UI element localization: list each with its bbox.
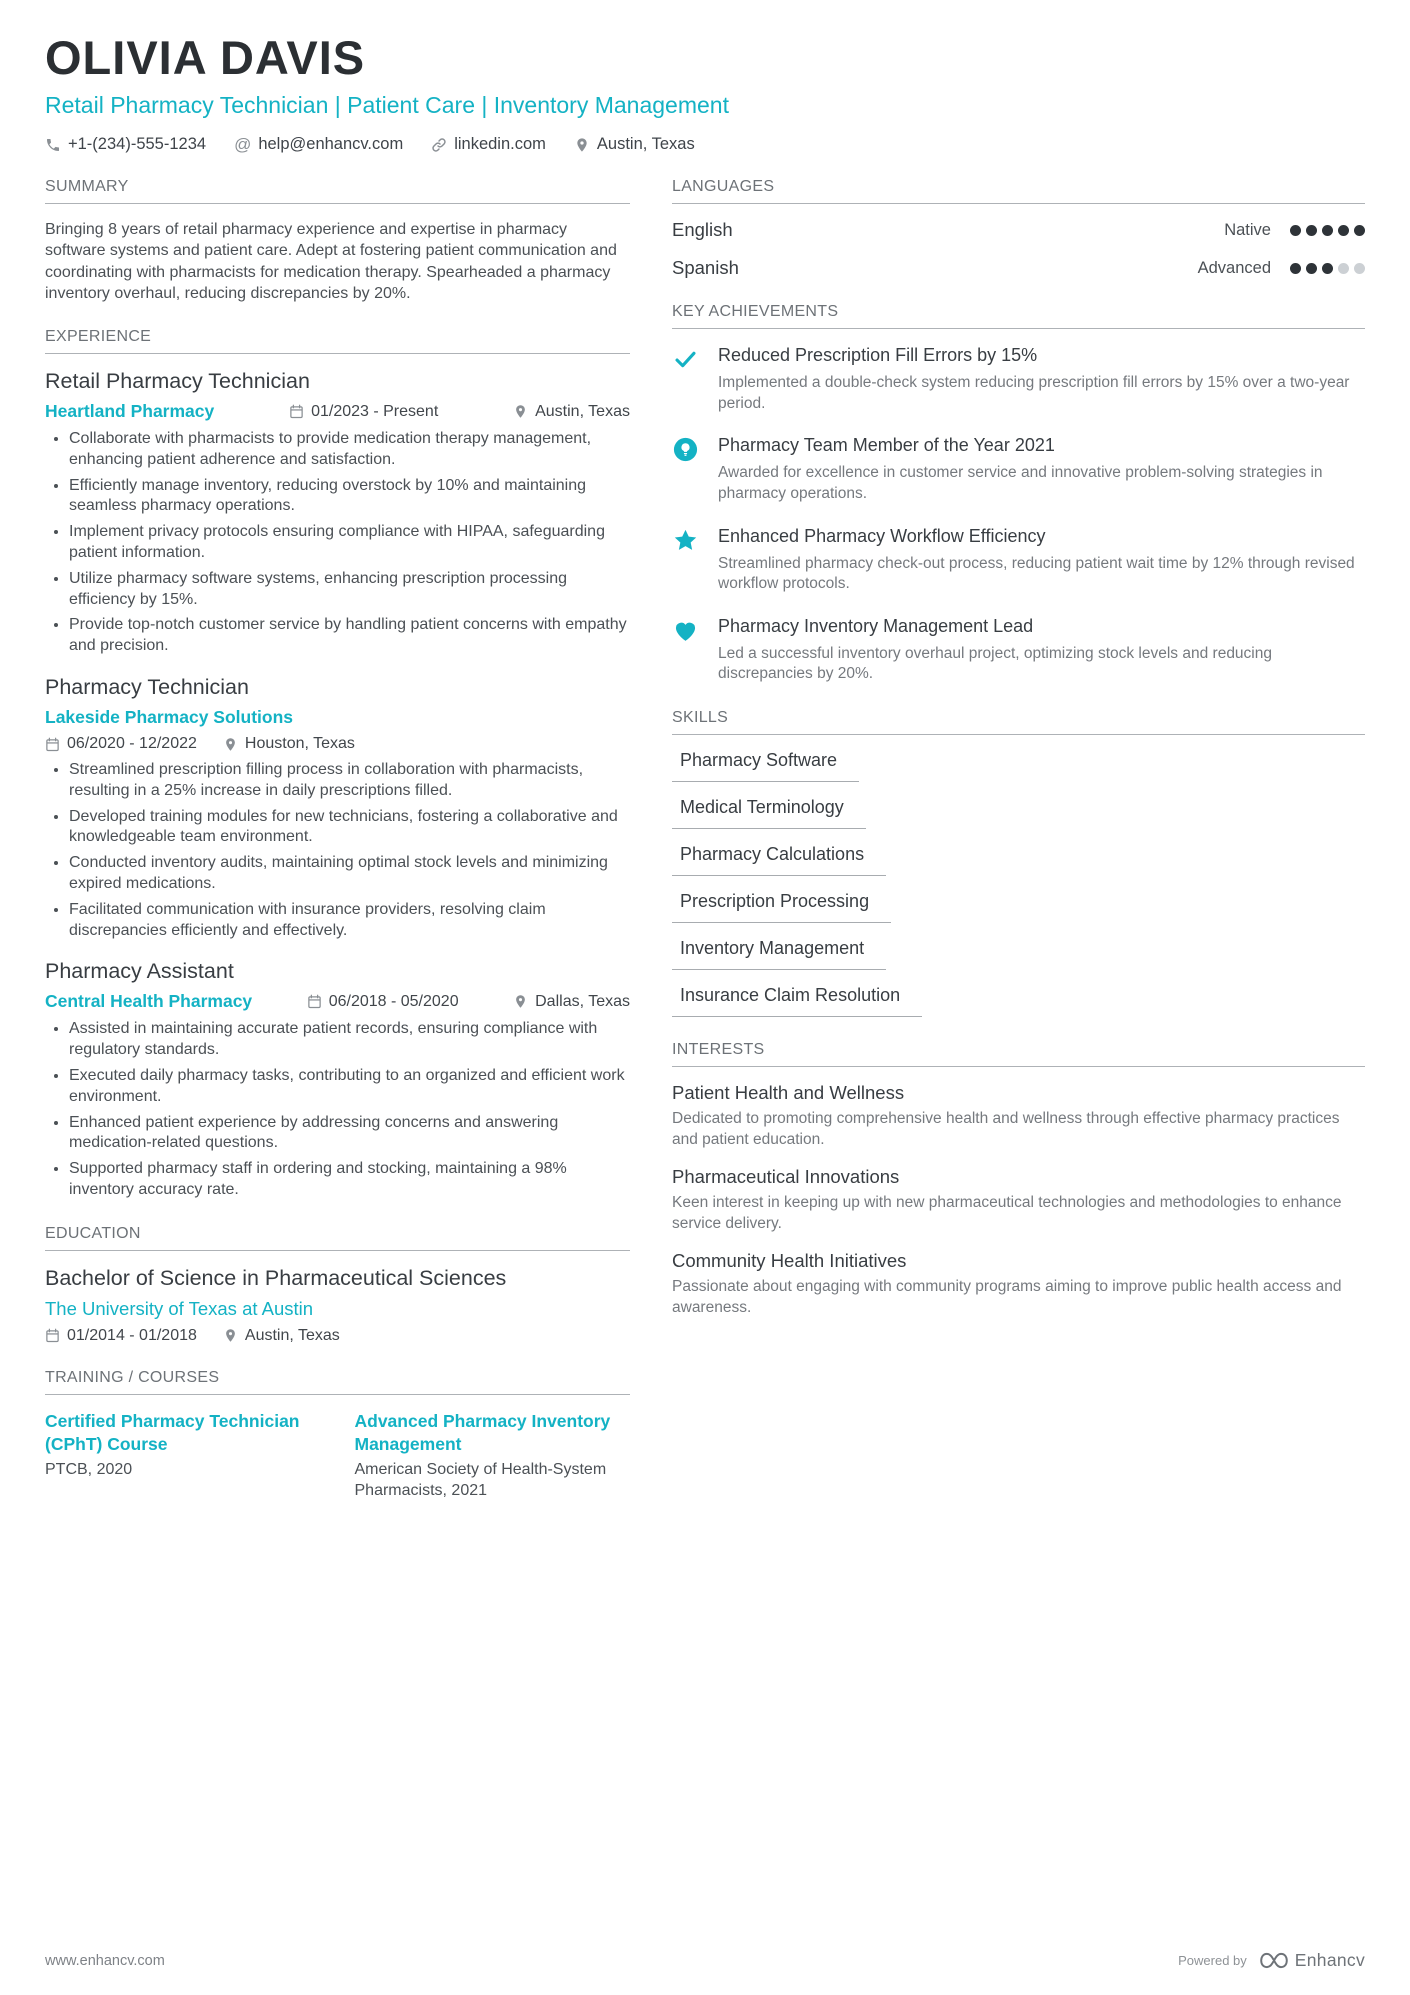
language-proficiency-dots bbox=[1285, 225, 1365, 236]
job-meta bbox=[45, 735, 630, 753]
course-title: Certified Pharmacy Technician (CPhT) Course bbox=[45, 1410, 300, 1454]
job-dates-text: 01/2023 - Present bbox=[311, 402, 439, 420]
language-item bbox=[672, 219, 1365, 241]
skills-section bbox=[672, 709, 1365, 1017]
education-location-text: Austin, Texas bbox=[244, 1326, 340, 1344]
training-section bbox=[45, 1369, 630, 1502]
interest-title: Pharmaceutical Innovations bbox=[672, 1166, 900, 1188]
skill-item: Pharmacy Calculations bbox=[672, 844, 886, 876]
location-pin-icon bbox=[513, 994, 528, 1009]
footer-website-link[interactable]: www.enhancv.com bbox=[45, 1952, 165, 1969]
interest-item bbox=[672, 1082, 1365, 1150]
achievement-item bbox=[672, 344, 1365, 414]
job-dates bbox=[289, 403, 438, 421]
job-bullets bbox=[45, 760, 630, 941]
language-name: Spanish bbox=[672, 257, 739, 278]
language-item bbox=[672, 257, 1365, 279]
education-location bbox=[223, 1327, 340, 1345]
education-dates bbox=[45, 1327, 197, 1345]
education-meta bbox=[45, 1327, 630, 1345]
bullet: • Provide top-notch customer service by handling patient concerns with empathy and precision. bbox=[69, 615, 630, 657]
company-name: Heartland Pharmacy bbox=[45, 401, 215, 422]
job-bullets bbox=[45, 1019, 630, 1200]
education-dates-text: 01/2014 - 01/2018 bbox=[67, 1326, 197, 1344]
achievement-item bbox=[672, 615, 1365, 685]
job-company-row bbox=[45, 707, 630, 728]
interest-title: Patient Health and Wellness bbox=[672, 1082, 905, 1103]
calendar-icon bbox=[45, 1328, 60, 1343]
bullet: • Executed daily pharmacy tasks, contributing to an organized and efficient work environment. bbox=[69, 1066, 630, 1108]
experience-job bbox=[45, 959, 630, 1200]
skill-item: Insurance Claim Resolution bbox=[672, 985, 922, 1017]
company-name: Lakeside Pharmacy Solutions bbox=[45, 707, 294, 728]
heart-icon bbox=[672, 615, 718, 685]
achievements-heading: KEY ACHIEVEMENTS bbox=[672, 303, 1365, 329]
bullet: • Assisted in maintaining accurate patient records, ensuring compliance with regulatory standards. bbox=[69, 1019, 630, 1061]
language-level: Advanced bbox=[1197, 258, 1271, 277]
bullet: • Efficiently manage inventory, reducing overstock by 10% and maintaining seamless pharmacy operations. bbox=[69, 476, 630, 518]
experience-job bbox=[45, 369, 630, 657]
course-org: PTCB, 2020 bbox=[45, 1461, 133, 1479]
interest-description: Dedicated to promoting comprehensive health and wellness through effective pharmacy practices and patient education. bbox=[672, 1110, 1340, 1148]
skills-heading: SKILLS bbox=[672, 709, 1365, 735]
skill-item: Inventory Management bbox=[672, 938, 886, 970]
page-footer bbox=[45, 1950, 1365, 1971]
job-dates bbox=[45, 735, 197, 753]
job-dates-text: 06/2020 - 12/2022 bbox=[67, 735, 197, 753]
achievement-item bbox=[672, 525, 1365, 595]
company-name: Central Health Pharmacy bbox=[45, 991, 253, 1012]
skill-item: Medical Terminology bbox=[672, 797, 866, 829]
job-meta bbox=[45, 401, 630, 422]
bullet: • Supported pharmacy staff in ordering and stocking, maintaining a 98% inventory accuracy rate. bbox=[69, 1159, 630, 1201]
job-location-text: Austin, Texas bbox=[535, 402, 630, 420]
interests-heading: INTERESTS bbox=[672, 1041, 1365, 1067]
candidate-headline: Retail Pharmacy Technician | Patient Care | Inventory Management bbox=[45, 92, 729, 118]
job-dates-text: 06/2018 - 05/2020 bbox=[328, 992, 459, 1010]
calendar-icon bbox=[45, 737, 60, 752]
achievement-item bbox=[672, 434, 1365, 504]
location-pin-icon bbox=[223, 1328, 238, 1343]
language-level: Native bbox=[1224, 220, 1271, 239]
education-heading: EDUCATION bbox=[45, 1225, 630, 1251]
right-column bbox=[672, 178, 1365, 1526]
courses-grid bbox=[45, 1410, 630, 1502]
job-bullets bbox=[45, 429, 630, 657]
bullet: • Utilize pharmacy software systems, enhancing prescription processing efficiency by 15%. bbox=[69, 569, 630, 611]
website-url: linkedin.com bbox=[454, 135, 546, 153]
skill-item: Pharmacy Software bbox=[672, 750, 859, 782]
experience-job bbox=[45, 675, 630, 941]
brand-name: Enhancv bbox=[1294, 1950, 1365, 1970]
at-icon: @ bbox=[234, 135, 252, 154]
languages-section bbox=[672, 178, 1365, 279]
languages-heading: LANGUAGES bbox=[672, 178, 1365, 204]
location-pin-icon bbox=[513, 404, 528, 419]
website-contact[interactable] bbox=[431, 135, 546, 154]
link-icon bbox=[431, 137, 447, 153]
bullet: • Conducted inventory audits, maintaining optimal stock levels and minimizing expired medications. bbox=[69, 853, 630, 895]
achievement-title: Pharmacy Team Member of the Year 2021 bbox=[718, 435, 1055, 456]
achievement-title: Reduced Prescription Fill Errors by 15% bbox=[718, 345, 1038, 365]
job-location bbox=[223, 735, 355, 753]
interest-item bbox=[672, 1250, 1365, 1318]
bullet: • Collaborate with pharmacists to provide medication therapy management, enhancing patient adherence and satisfaction. bbox=[69, 429, 630, 471]
check-icon bbox=[672, 344, 718, 414]
interest-description: Passionate about engaging with community programs aiming to improve public health access and awareness. bbox=[672, 1278, 1342, 1317]
achievement-text: Awarded for excellence in customer service and innovative problem-solving strategies in pharmacy operations. bbox=[718, 464, 1323, 502]
achievement-text: Streamlined pharmacy check-out process, reducing patient wait time by 12% through revised workflow protocols. bbox=[718, 554, 1355, 593]
bullet: • Developed training modules for new technicians, fostering a collaborative and knowledgeable team environment. bbox=[69, 807, 630, 849]
calendar-icon bbox=[307, 994, 322, 1009]
powered-by bbox=[1178, 1950, 1365, 1971]
interests-section bbox=[672, 1041, 1365, 1319]
course-org: American Society of Health-System Pharmacists, 2021 bbox=[354, 1461, 607, 1500]
education-section bbox=[45, 1225, 630, 1345]
enhancv-logo-icon bbox=[1259, 1951, 1289, 1970]
summary-text: Bringing 8 years of retail pharmacy experience and expertise in pharmacy software systems and patient care. Adept at fostering patient communication and coordinating with pharmacists for medication therapy. Spearheaded a pharmacy inventory overhaul, reducing discrepancies by 20%. bbox=[45, 221, 617, 302]
email-address: help@enhancv.com bbox=[258, 135, 404, 153]
phone-contact[interactable] bbox=[45, 135, 206, 154]
experience-section bbox=[45, 328, 630, 1201]
course-title: Advanced Pharmacy Inventory Management bbox=[354, 1410, 611, 1454]
bullet: • Implement privacy protocols ensuring compliance with HIPAA, safeguarding patient information. bbox=[69, 522, 630, 564]
job-title: Pharmacy Assistant bbox=[45, 959, 234, 984]
achievements-section bbox=[672, 303, 1365, 685]
bullet: • Streamlined prescription filling process in collaboration with pharmacists, resulting in a 25% increase in daily prescriptions filled. bbox=[69, 760, 630, 802]
achievement-text: Implemented a double-check system reducing prescription fill errors by 15% over a two-year period. bbox=[718, 374, 1350, 412]
lightbulb-icon bbox=[672, 434, 718, 504]
school-name: The University of Texas at Austin bbox=[45, 1297, 314, 1319]
job-dates bbox=[307, 993, 459, 1011]
star-icon bbox=[672, 525, 718, 595]
job-location-text: Houston, Texas bbox=[244, 735, 355, 753]
summary-section bbox=[45, 178, 630, 304]
language-name: English bbox=[672, 219, 733, 240]
bullet: • Facilitated communication with insurance providers, resolving claim discrepancies efficiently and effectively. bbox=[69, 900, 630, 942]
powered-by-label: Powered by bbox=[1178, 1953, 1247, 1968]
skill-item: Prescription Processing bbox=[672, 891, 891, 923]
candidate-name: OLIVIA DAVIS bbox=[45, 31, 366, 84]
contact-row bbox=[45, 135, 1365, 154]
experience-heading: EXPERIENCE bbox=[45, 328, 630, 354]
course-item bbox=[45, 1410, 321, 1502]
left-column bbox=[45, 178, 630, 1526]
course-item bbox=[355, 1410, 631, 1502]
interest-title: Community Health Initiatives bbox=[672, 1250, 907, 1272]
resume-columns bbox=[45, 178, 1365, 1526]
calendar-icon bbox=[289, 404, 304, 419]
job-location bbox=[513, 993, 630, 1011]
achievement-text: Led a successful inventory overhaul project, optimizing stock levels and reducing discrepancies by 20%. bbox=[718, 644, 1272, 683]
email-contact[interactable] bbox=[234, 135, 403, 154]
job-title: Pharmacy Technician bbox=[45, 675, 249, 700]
resume-header bbox=[45, 30, 1365, 154]
phone-number: +1-(234)-555-1234 bbox=[68, 135, 207, 153]
location-pin-icon bbox=[574, 137, 590, 153]
location-text: Austin, Texas bbox=[596, 135, 695, 153]
language-proficiency-dots bbox=[1285, 263, 1365, 274]
bullet: • Enhanced patient experience by addressing concerns and answering medication-related questions. bbox=[69, 1113, 630, 1155]
degree-title: Bachelor of Science in Pharmaceutical Sciences bbox=[45, 1265, 507, 1290]
interest-description: Keen interest in keeping up with new pharmaceutical technologies and methodologies to enhance service delivery. bbox=[672, 1194, 1342, 1232]
training-heading: TRAINING / COURSES bbox=[45, 1369, 630, 1395]
enhancv-logo[interactable] bbox=[1259, 1950, 1365, 1971]
interest-item bbox=[672, 1166, 1365, 1234]
achievement-title: Enhanced Pharmacy Workflow Efficiency bbox=[718, 525, 1046, 546]
job-location bbox=[513, 403, 630, 421]
location-contact bbox=[574, 135, 695, 154]
phone-icon bbox=[45, 137, 61, 153]
achievement-title: Pharmacy Inventory Management Lead bbox=[718, 615, 1034, 636]
job-title: Retail Pharmacy Technician bbox=[45, 369, 310, 394]
job-location-text: Dallas, Texas bbox=[535, 992, 630, 1010]
summary-heading: SUMMARY bbox=[45, 178, 630, 204]
location-pin-icon bbox=[223, 737, 238, 752]
job-meta bbox=[45, 991, 630, 1012]
